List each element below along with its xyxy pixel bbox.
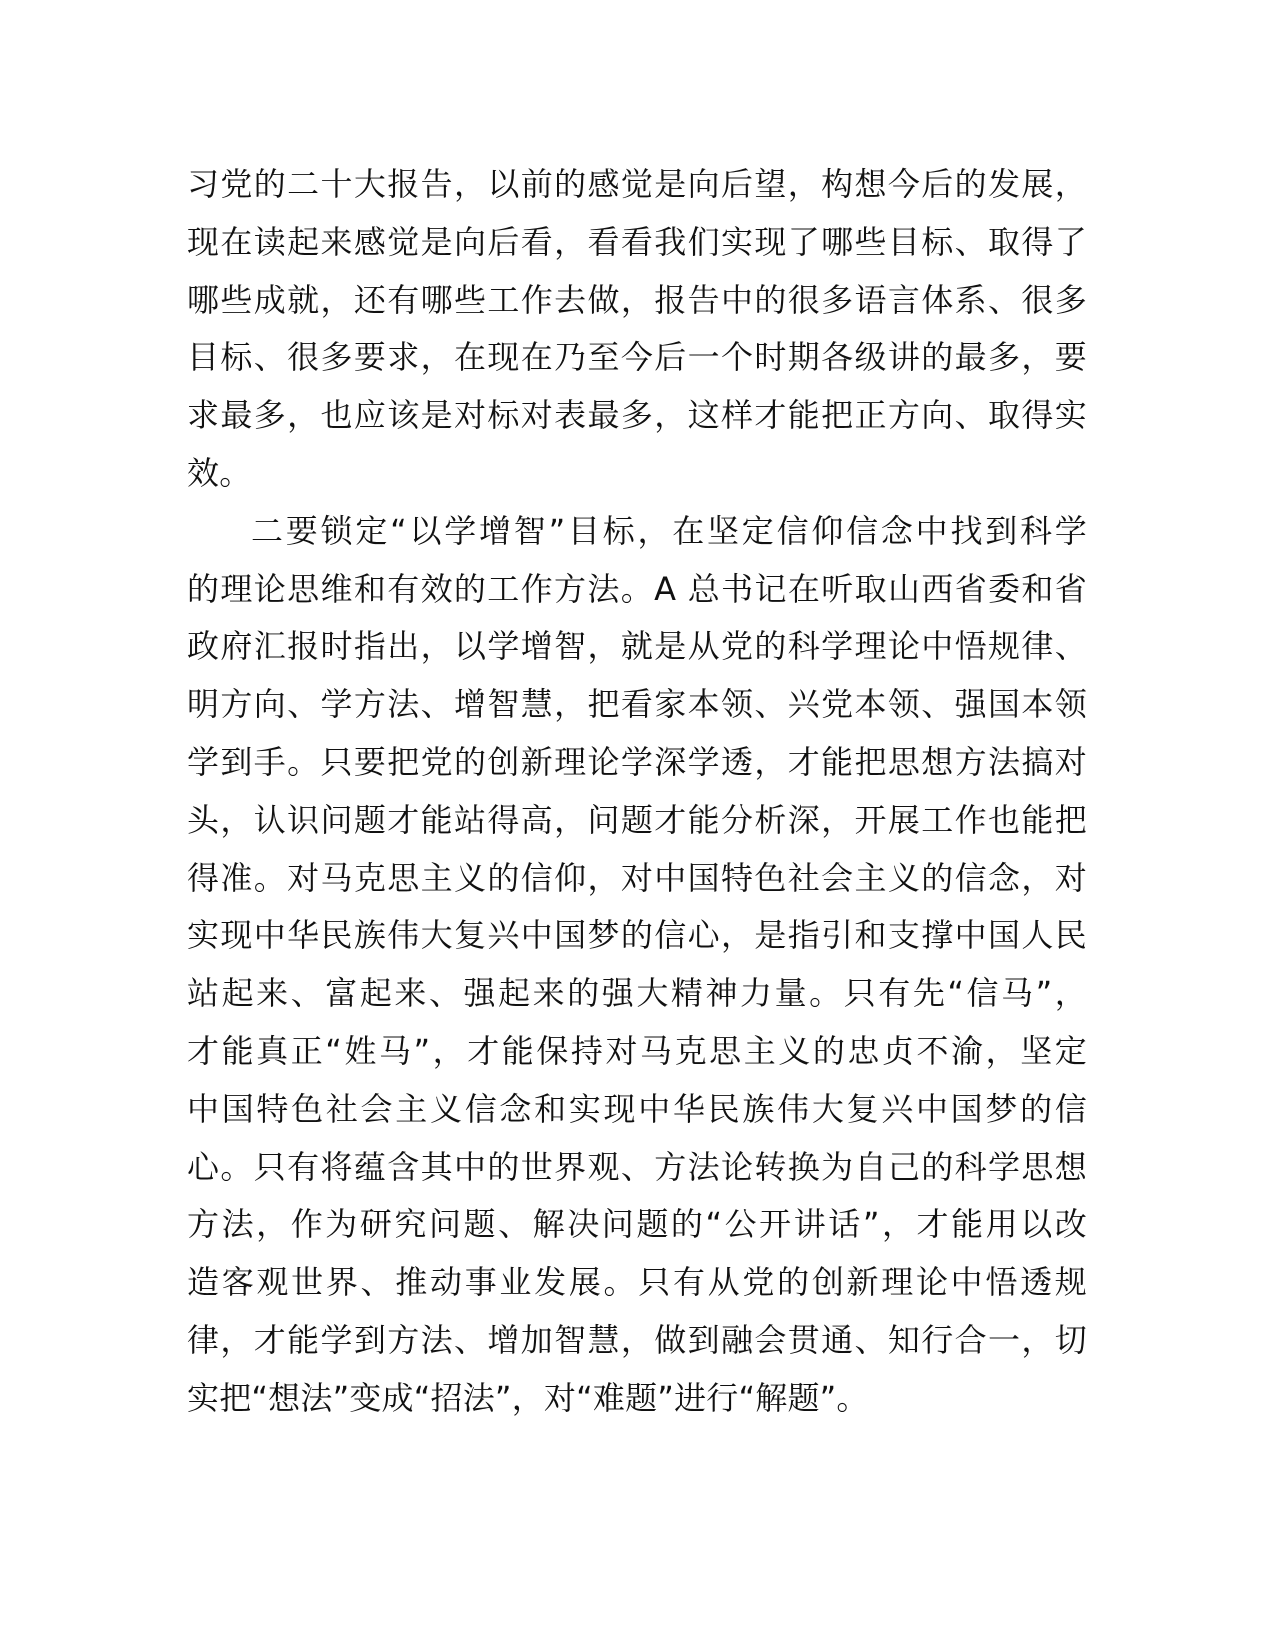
paragraph-1-line-2: 现在读起来感觉是向后看，看看我们实现了哪些目标、取得了 bbox=[187, 222, 1087, 261]
paragraph-2-line-9: 站起来、富起来、强起来的强大精神力量。只有先“信马”， bbox=[187, 974, 1087, 1013]
paragraph-2-line-11: 中国特色社会主义信念和实现中华民族伟大复兴中国梦的信 bbox=[187, 1089, 1087, 1128]
paragraph-2-line-4: 明方向、学方法、增智慧，把看家本领、兴党本领、强国本领 bbox=[187, 685, 1087, 724]
paragraph-2-line-14: 造客观世界、推动事业发展。只有从党的创新理论中悟透规 bbox=[187, 1263, 1087, 1302]
paragraph-1-line-4: 目标、很多要求，在现在乃至今后一个时期各级讲的最多，要 bbox=[187, 338, 1087, 377]
paragraph-1-line-3: 哪些成就，还有哪些工作去做，报告中的很多语言体系、很多 bbox=[187, 280, 1087, 319]
paragraph-2-line-15: 律，才能学到方法、增加智慧，做到融会贯通、知行合一，切 bbox=[187, 1320, 1087, 1359]
body-text bbox=[187, 156, 1087, 1428]
paragraph-2-line-10: 才能真正“姓马”，才能保持对马克思主义的忠贞不渝，坚定 bbox=[187, 1031, 1087, 1070]
paragraph-1-line-6: 效。 bbox=[187, 453, 252, 492]
paragraph-2-line-8: 实现中华民族伟大复兴中国梦的信心，是指引和支撑中国人民 bbox=[187, 916, 1087, 955]
paragraph-1-line-5: 求最多，也应该是对标对表最多，这样才能把正方向、取得实 bbox=[187, 396, 1087, 435]
paragraph-2-line-16: 实把“想法”变成“招法”，对“难题”进行“解题”。 bbox=[187, 1378, 869, 1417]
paragraph-2-line-6: 头，认识问题才能站得高，问题才能分析深，开展工作也能把 bbox=[187, 800, 1087, 839]
paragraph-2-line-5: 学到手。只要把党的创新理论学深学透，才能把思想方法搞对 bbox=[187, 742, 1087, 781]
paragraph-2-line-12: 心。只有将蕴含其中的世界观、方法论转换为自己的科学思想 bbox=[187, 1147, 1087, 1186]
paragraph-2-line-13: 方法，作为研究问题、解决问题的“公开讲话”，才能用以改 bbox=[187, 1205, 1087, 1244]
paragraph-2-line-3: 政府汇报时指出，以学增智，就是从党的科学理论中悟规律、 bbox=[187, 627, 1087, 666]
paragraph-2-line-7: 得准。对马克思主义的信仰，对中国特色社会主义的信念，对 bbox=[187, 858, 1087, 897]
paragraph-1-line-1: 习党的二十大报告，以前的感觉是向后望，构想今后的发展， bbox=[187, 165, 1087, 203]
paragraph-2-line-1: 二要锁定“以学增智”目标，在坚定信仰信念中找到科学 bbox=[251, 511, 1087, 550]
paragraph-2-line-2: 的理论思维和有效的工作方法。A 总书记在听取山西省委和省 bbox=[187, 569, 1087, 608]
